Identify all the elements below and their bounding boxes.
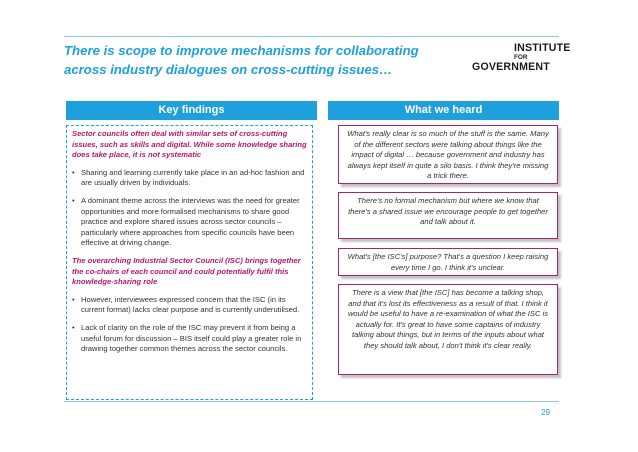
slide-title <box>64 41 464 79</box>
logo-line3: GOVERNMENT <box>472 61 550 73</box>
slide-title-line1: There is scope to improve mechanisms for collaborating <box>64 43 419 58</box>
bullet-icon: • <box>72 167 75 177</box>
bullet-icon: • <box>72 195 75 205</box>
what-we-heard-header: What we heard <box>328 101 559 120</box>
top-divider <box>64 36 559 37</box>
key-findings-header: Key findings <box>66 101 317 120</box>
finding-bullet-text: A dominant theme across the interviews was the need for greater opportunities and more formalised mechanisms to share good practice and explore shared issues across sector councils – particularly where approaches from specific councils have been effective at driving change. <box>81 195 300 248</box>
slide-title-line2: across industry dialogues on cross-cutting issues… <box>64 62 393 77</box>
quote-box: What's [the ISC's] purpose? That's a question I keep raising every time I go. I think it's unclear. <box>338 248 558 276</box>
bullet-icon: • <box>72 322 75 332</box>
quote-box: What's really clear is so much of the stuff is the same. Many of the different sectors were talking about things like the impact of digital … because government and industry has always kept itself in quite a silo basis. I think they're missing a trick there. <box>338 125 558 184</box>
finding-bullet <box>72 196 308 249</box>
finding-bullet <box>72 168 308 189</box>
finding-bullet-text: However, interviewees expressed concern that the ISC (in its current format) lacks clear purpose and is currently underutilised. <box>81 294 300 315</box>
finding-bullet <box>72 323 308 355</box>
finding-bullet-text: Sharing and learning currently take place in an ad-hoc fashion and are usually driven by individuals. <box>81 167 305 188</box>
finding-heading-isc: The overarching Industrial Sector Council (ISC) brings together the co-chairs of each council and could potentially fulfil this knowledge-sharing role <box>72 255 301 287</box>
key-findings-panel <box>66 125 313 400</box>
logo-line2: FOR <box>514 53 528 61</box>
finding-bullet <box>72 295 308 316</box>
bottom-divider <box>64 401 559 402</box>
bullet-icon: • <box>72 294 75 304</box>
finding-bullet-text: Lack of clarity on the role of the ISC may prevent it from being a useful forum for discussion – BIS itself could play a greater role in drawing together common themes across the sector councils. <box>81 322 302 354</box>
logo-line1: INSTITUTE <box>514 42 571 54</box>
quote-box: There is a view that [the ISC] has become a talking shop, and that it's lost its effectiveness as a result of that. I think it would be useful to have a re-examination of what the ISC is actually for. It's great to have some captains of industry talking about things, but in terms of the inputs about what they should talk about, I don't think it's clear really. <box>338 284 558 375</box>
finding-heading-sector-councils: Sector councils often deal with similar sets of cross-cutting issues, such as skills and digital. While some knowledge sharing does take place, it is not systematic <box>72 129 307 160</box>
quote-box: There's no formal mechanism but where we know that there's a shared issue we encourage people to get together and talk about it. <box>338 192 558 239</box>
page-number: 29 <box>541 408 550 417</box>
institute-for-government-logo <box>472 42 571 73</box>
